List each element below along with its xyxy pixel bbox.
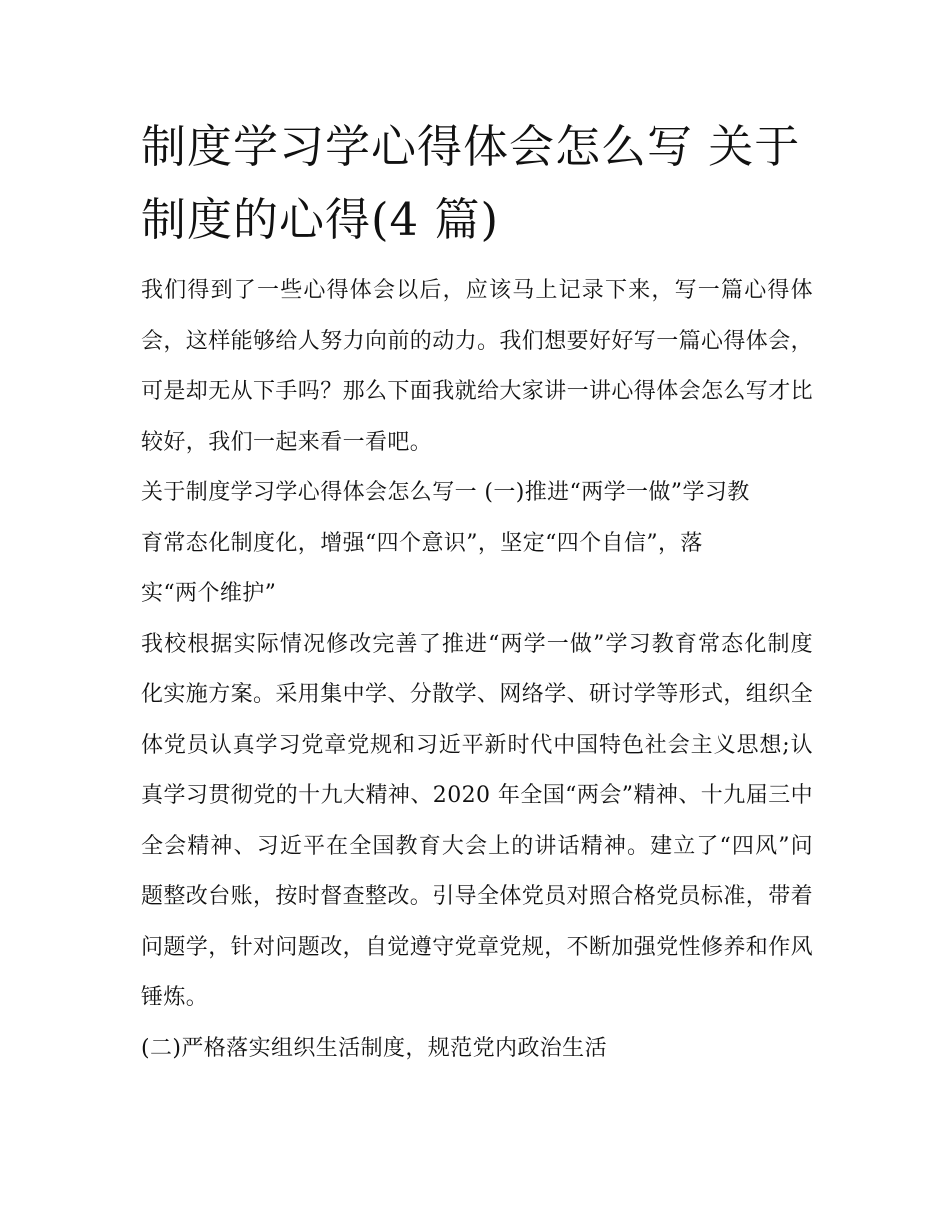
section1-heading-line-2: 育常态化制度化，增强“四个意识”，坚定“四个自信”，落 <box>141 530 703 556</box>
section1-body-paragraph: 我校根据实际情况修改完善了推进“两学一做”学习教育常态化制度化实施方案。采用集中学、分散学、网络学、研讨学等形式，组织全体党员认真学习党章党规和习近平新时代中国特色社会主义思想;认真学习贯彻党的十九大精神、2020 年全国“两会”精神、十九届三中全会精神、习近平在全国教育大会上的讲话精神。建立了“四风”问题整改台账，按时督查整改。引导全体党员对照合格党员标准，带着问题学，针对问题改，自觉遵守党章党规，不断加强党性修养和作风锤炼。 <box>141 631 814 1010</box>
intro-paragraph: 我们得到了一些心得体会以后，应该马上记录下来，写一篇心得体会，这样能够给人努力向前的动力。我们想要好好写一篇心得体会，可是却无从下手吗？那么下面我就给大家讲一讲心得体会怎么写才比较好，我们一起来看一看吧。 <box>141 278 814 455</box>
section2-heading: (二)严格落实组织生活制度，规范党内政治生活 <box>141 1035 607 1061</box>
document-title: 制度学习学心得体会怎么写 关于制度的心得(4 篇) <box>141 120 801 246</box>
section1-heading-line-3: 实“两个维护” <box>141 581 277 606</box>
document-page <box>141 110 813 1074</box>
section1-heading-line-1: 关于制度学习学心得体会怎么写一 (一)推进“两学一做”学习教 <box>141 480 750 505</box>
